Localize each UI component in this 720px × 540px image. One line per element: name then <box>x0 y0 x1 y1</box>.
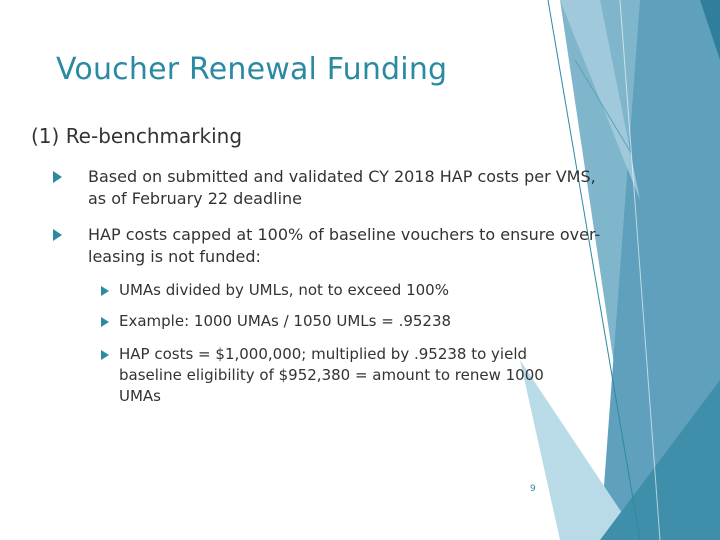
bullet-item <box>53 224 613 268</box>
bullet-text: HAP costs capped at 100% of baseline vouchers to ensure over-leasing is not funded: <box>88 225 601 266</box>
bullet-text: Based on submitted and validated CY 2018 HAP costs per VMS, as of February 22 deadline <box>88 167 596 208</box>
sub-bullet-text: UMAs divided by UMLs, not to exceed 100% <box>119 281 449 299</box>
sub-bullet-text: Example: 1000 UMAs / 1050 UMLs = .95238 <box>119 312 452 330</box>
sub-bullet-item <box>101 280 581 301</box>
slide-title: Voucher Renewal Funding <box>56 52 448 87</box>
sub-bullet-arrow-icon <box>101 350 109 360</box>
bullet-arrow-icon <box>53 229 62 241</box>
sub-bullet-arrow-icon <box>101 286 109 296</box>
page-number: 9 <box>530 484 536 494</box>
sub-bullet-item <box>101 311 581 332</box>
slide-subtitle: (1) Re-benchmarking <box>31 124 243 148</box>
sub-bullet-text: HAP costs = $1,000,000; multiplied by .95238 to yield baseline eligibility of $952,380 = amount to renew 1000 UMAs <box>119 345 544 405</box>
bullet-arrow-icon <box>53 171 62 183</box>
sub-bullet-item <box>101 344 571 407</box>
bullet-item <box>53 166 613 210</box>
sub-bullet-arrow-icon <box>101 317 109 327</box>
